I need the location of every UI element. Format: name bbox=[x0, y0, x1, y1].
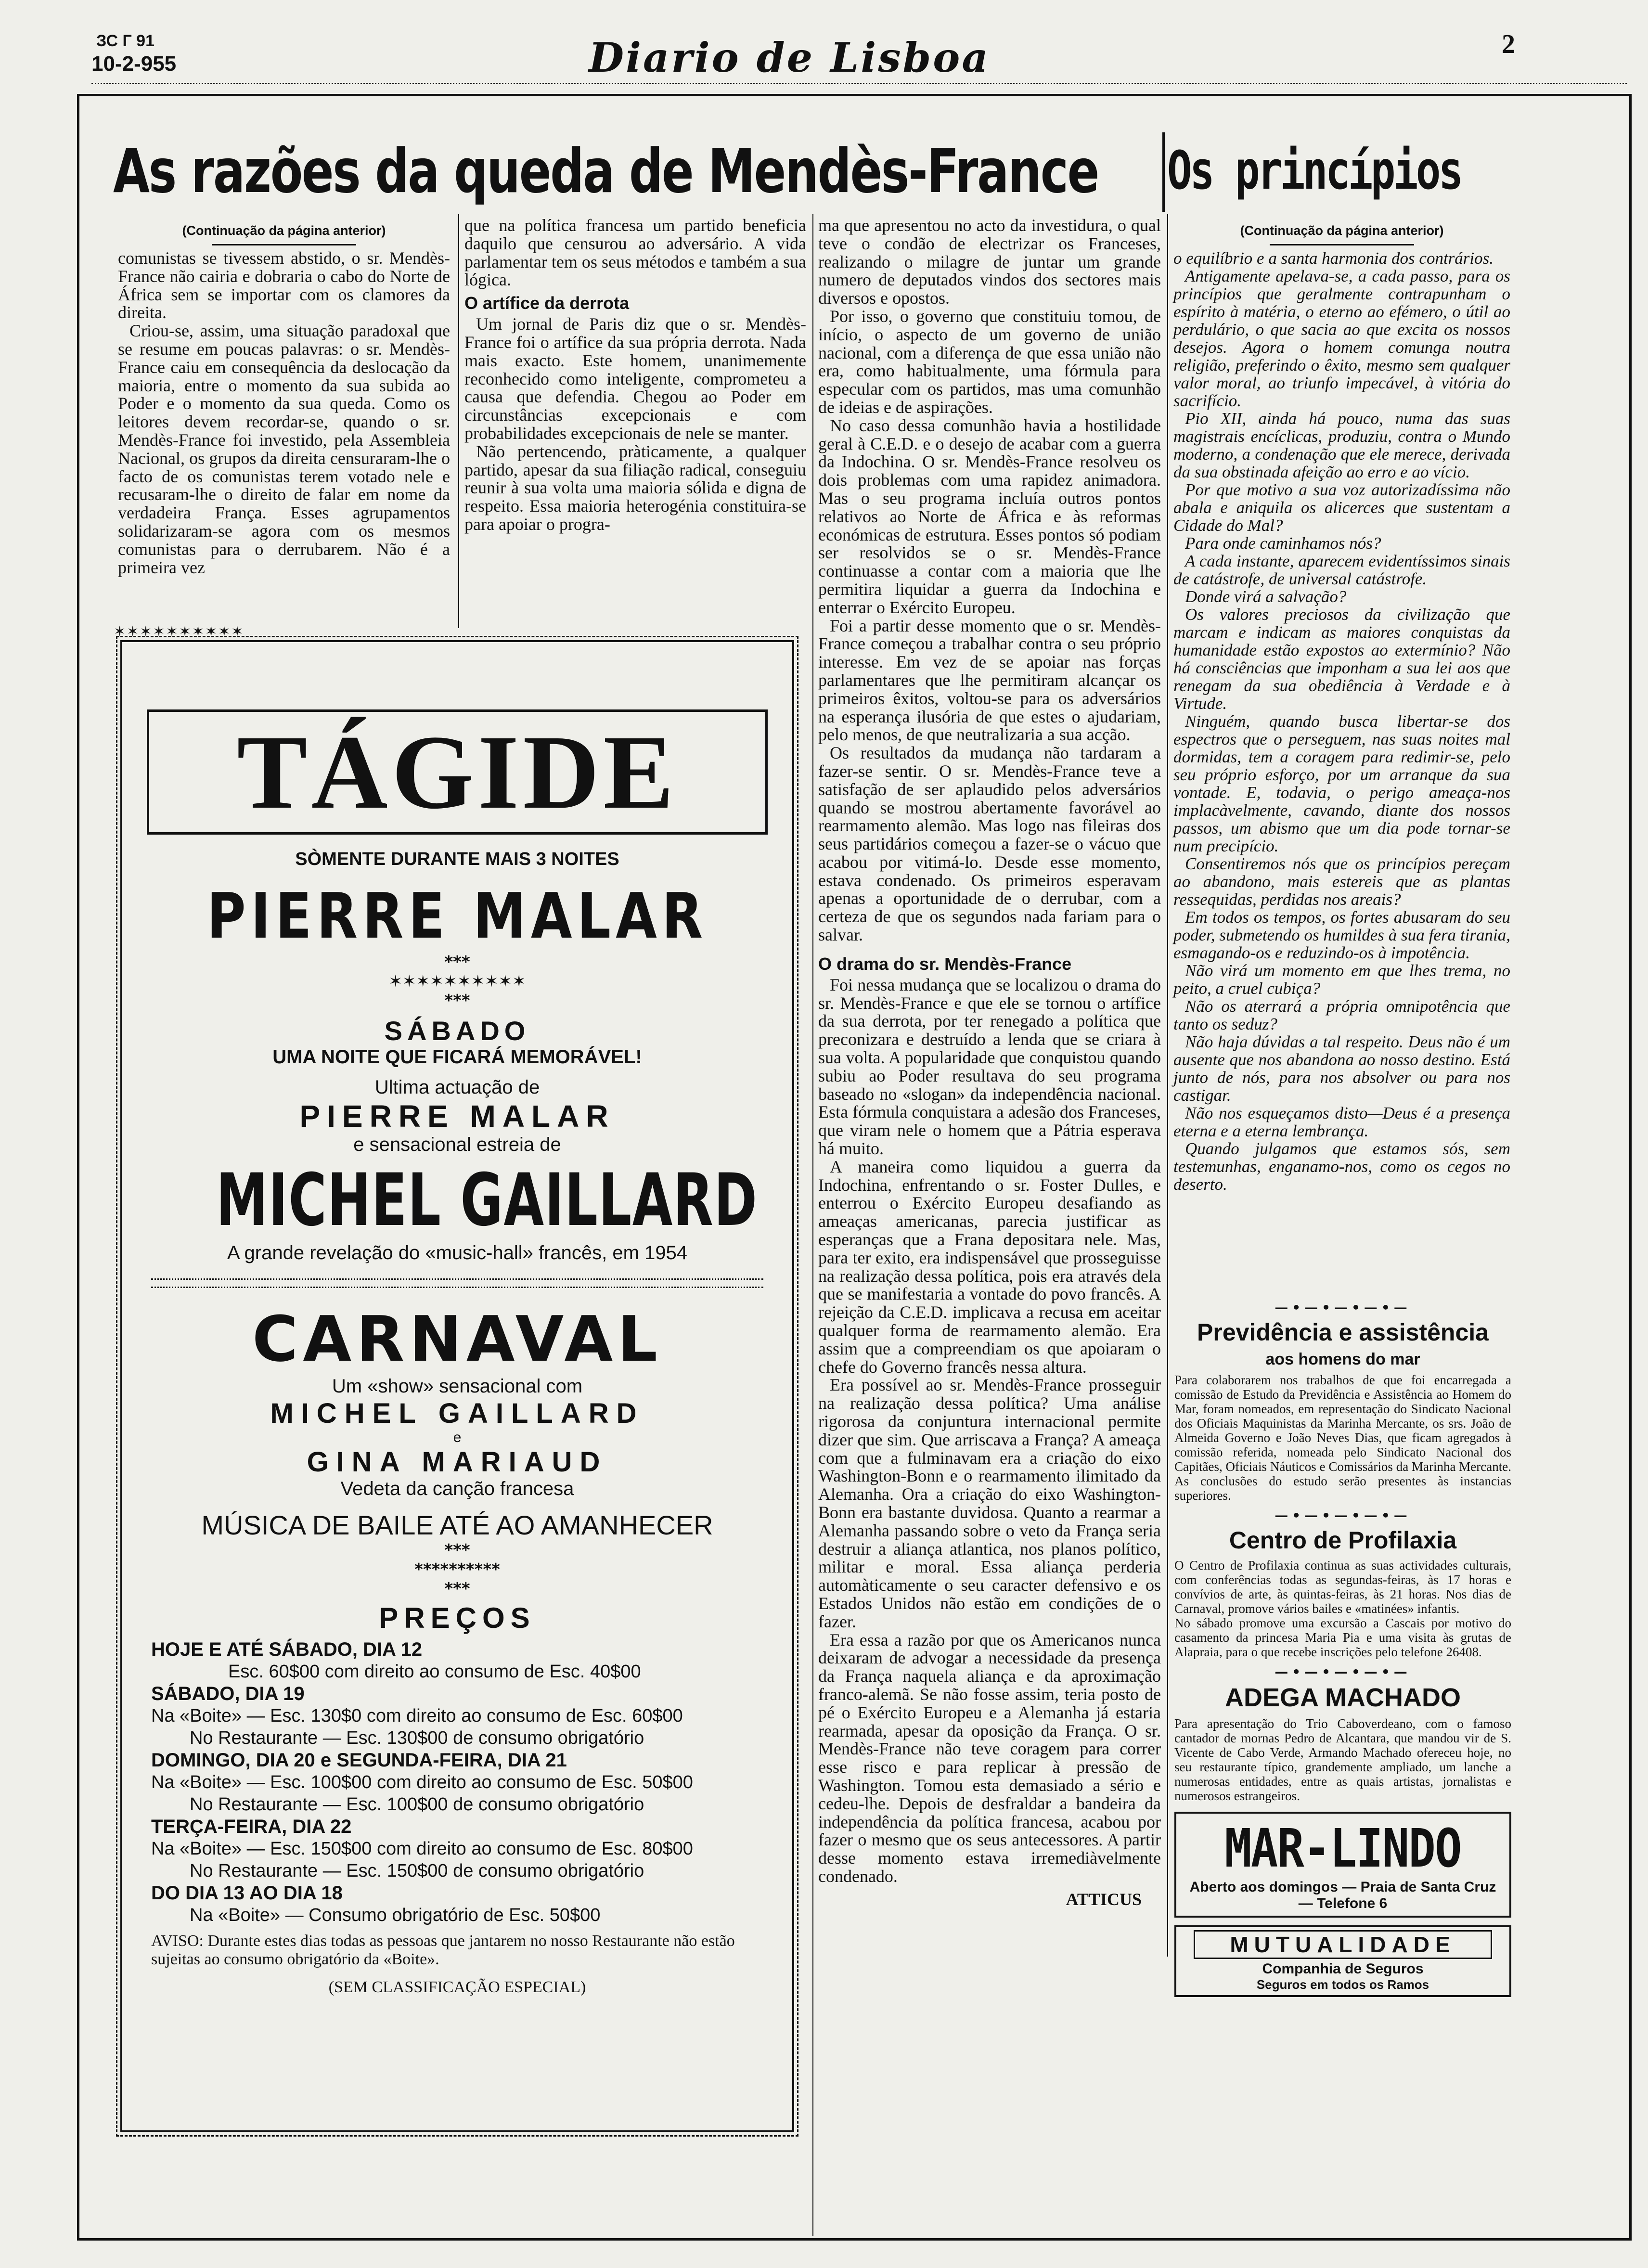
tagide-advertisement bbox=[120, 640, 794, 2132]
paragraph: Era essa a razão por que os Americanos nunca deixaram de advogar a necessidade da presença da França naquela aliança e da aproximação franco-alemã. Se não fosse assim, teria posto de pé o Exército Europeu e a Alemanha já estaria rearmada, apesar da oposição da França. O sr. Mendès-France não teve coragem para correr esse risco e para replicar à pressão de Washington. Tomou esta demasiado a sério e cedeu-lhe. Depois de desfraldar a bandeira da independência da política francesa, acabou por fazer o mesmo que os seus antecessores. A partir desse momento estava irremediàvelmente condenado. bbox=[818, 1630, 1161, 1886]
ornament-rule: —•—•—•—•— bbox=[1275, 1508, 1411, 1523]
paragraph: Foi nessa mudança que se localizou o drama do sr. Mendès-France e que ele se tornou o artífice da sua derrota, por ter renegado a política que preconizara e destruído a lenda que se criara à sua volta. A popularidade que conquistou quando subiu ao Poder resultava do seu programa baseado no «slogan» da independência nacional. Esta fórmula conquistara a adesão dos Franceses, que viram nele o homem que a Pátria esperava há muito. bbox=[818, 975, 1161, 1159]
price-line: Esc. 60$00 com direito ao consumo de Esc. 40$00 bbox=[228, 1662, 641, 1682]
previdencia-block bbox=[1174, 1300, 1511, 1997]
ad-line: UMA NOITE QUE FICARÁ MEMORÁVEL! bbox=[272, 1046, 642, 1068]
ad-artist: PIERRE MALAR bbox=[299, 1099, 615, 1134]
paragraph: Um jornal de Paris diz que o sr. Mendès-France foi o artífice da sua própria derrota. Nada mais exacto. Este homem, unanimemente reconhecido como inteligente, comprometeu a causa que defendia. Chegou ao Poder em circunstâncias excepcionais e com probabilidades excepcionais de nele se manter. bbox=[464, 314, 806, 443]
paragraph: A maneira como liquidou a guerra da Indochina, enfrentando o sr. Foster Dulles, e enterrou o Exército Europeu desafiando as ameaças americanas, parecia justificar as esperanças que a Frana depositara nele. Mas, para ter exito, era indispensável que prosseguisse na realização dessa política, pois era através dela que se manifestaria a vontade do povo francês. A rejeição da C.E.D. implicava a recusa em aceitar qualquer forma de rearmamento alemão. Era assim que a compreendiam os que apoiaram o chefe do Governo francês nessa altura. bbox=[818, 1157, 1161, 1377]
newspaper-title: Diario de Lisboa bbox=[589, 34, 990, 81]
ornament-rule: —•—•—•—•— bbox=[1275, 1664, 1411, 1680]
ad-carnaval: CARNAVAL bbox=[252, 1302, 662, 1376]
mutualidade-box bbox=[1174, 1925, 1511, 1997]
profilaxia-text: O Centro de Profilaxia continua as suas actividades culturais, com conferências todas as segundas-feiras, às 17 horas e convívios de arte, às quintas-feiras, às 21 horas. Nos dias de Carnaval, promove vários bailes e «matinées» infantis. bbox=[1174, 1558, 1511, 1616]
tagide-logo: TÁGIDE bbox=[147, 709, 768, 835]
issue-date: 10-2-955 bbox=[91, 52, 177, 76]
paragraph: Não nos esqueçamos disto—Deus é a presença eterna e a eterna lembrança. bbox=[1173, 1104, 1510, 1140]
mutualidade-line: Companhia de Seguros bbox=[1262, 1961, 1424, 1977]
paragraph: No caso dessa comunhão havia a hostilidade geral à C.E.D. e o desejo de acabar com a guerra da Indochina. O sr. Mendès-France resolveu os dois problemas com uma rapidez animadora. Mas o seu programa incluía outros pontos relativos ao Norte de África e às reformas económicas de estrutura. Esses pontos só podiam ser resolvidos se o sr. Mendès-France continuasse a contar com a maioria que lhe permitira liquidar a guerra da Indochina e enterrar o Exército Europeu. bbox=[818, 415, 1161, 617]
principios-column bbox=[1173, 217, 1510, 1193]
price-line: Na «Boite» — Esc. 150$00 com direito ao consumo de Esc. 80$00 bbox=[151, 1839, 693, 1859]
paragraph: Não haja dúvidas a tal respeito. Deus não é um ausente que nos abandona ao nosso destino. Está junto de nós, para nos absolver ou para nos castigar. bbox=[1173, 1032, 1510, 1105]
continuation-note: (Continuação da página anterior) bbox=[182, 223, 386, 238]
column-rule bbox=[1167, 214, 1168, 1957]
page-number: 2 bbox=[1502, 29, 1515, 59]
ornament-rule: —•—•—•—•— bbox=[1275, 1300, 1411, 1315]
adega-text: Para apresentação do Trio Caboverdeano, com o famoso cantador de mornas Pedro de Alcantara, que mandou vir de S. Vicente de Cabo Verde, Armando Machado ofereceu hoje, no seu restaurante típico, grandemente ampliado, um lanche a numerosas entidades, entre as quais artistas, jornalistas e numerosos estrangeiros. bbox=[1174, 1716, 1511, 1803]
paragraph: Por isso, o governo que constituiu tomou, de início, o aspecto de um governo de união nacional, com a diferença de que essa união não era, como habitualmente, uma fórmula para especular com os partidos, mas uma comunhão de ideias e de aspirações. bbox=[818, 306, 1161, 417]
ad-precos: PREÇOS bbox=[379, 1602, 536, 1634]
ad-line: A grande revelação do «music-hall» francês, em 1954 bbox=[227, 1242, 688, 1263]
continuation-note: (Continuação da página anterior) bbox=[1240, 223, 1444, 238]
paragraph: o equilíbrio e a santa harmonia dos contrários. bbox=[1173, 249, 1494, 268]
column-rule bbox=[812, 214, 813, 2236]
ad-line: e sensacional estreia de bbox=[353, 1134, 561, 1155]
paragraph: Por que motivo a sua voz autorizadíssima não abala e aniquila os alicerces que sustentam a Cidade do Mal? bbox=[1173, 480, 1510, 535]
article-column-2 bbox=[464, 217, 806, 534]
headline-divider bbox=[1162, 132, 1165, 212]
paragraph: Em todos os tempos, os fortes abusaram do seu poder, submetendo os humildes à sua fera tirania, esmagando-os e reduzindo-os à impotência. bbox=[1173, 908, 1510, 962]
paragraph: Era possível ao sr. Mendès-France prosseguir na realização dessa política? Uma análise rigorosa da conjuntura internacional permite dizer que sim. Que arriscava a França? A ameaça com que a fulminavam era a criação do eixo Washington-Bonn e o rearmamento ilimitado da Alemanha. Ora a criação do eixo Washington-Bonn era bastante duvidosa. Quanto a rearmar a Alemanha passando sobre o veto da França seria destruir a aliança atlantica, nos planos político, militar e moral. Essa aliança perderia automàticamente o seu caracter defensivo e os Estados Unidos não estão em condições de o fazer. bbox=[818, 1375, 1161, 1631]
profilaxia-text: No sábado promove uma excursão a Cascais por motivo do casamento da princesa Maria Pia e uma visita às grutas de Alapraia, para o que recebe inscrições pelo telefone 26408. bbox=[1174, 1616, 1511, 1659]
marlindo-box bbox=[1174, 1812, 1511, 1918]
paragraph: Ninguém, quando busca libertar-se dos espectros que o perseguem, nas suas noites mal dormidas, tem a coragem para redimir-se, pelo seu próprio esforço, por um arranque da sua vontade. E, todavia, o perigo ameaça-nos implacàvelmente, cavando, diante dos nossos passos, um abismo que um dia pode tornar-se num precipício. bbox=[1173, 712, 1510, 855]
ad-line: SÒMENTE DURANTE MAIS 3 NOITES bbox=[295, 849, 619, 869]
ad-stars: *** bbox=[444, 991, 470, 1010]
ad-artist: MICHEL GAILLARD bbox=[216, 1159, 758, 1242]
paragraph: ma que apresentou no acto da investidura, o qual teve o condão de electrizar os Franceses, realizando o milagre de juntar um grande numero de deputados vindos dos sectores mais diversos e opostos. bbox=[818, 216, 1161, 308]
price-heading: DO DIA 13 AO DIA 18 bbox=[151, 1882, 343, 1904]
masthead-rule bbox=[91, 83, 1627, 84]
article-column-1 bbox=[118, 217, 450, 577]
ad-line: e bbox=[453, 1430, 462, 1445]
signature: ATTICUS bbox=[1066, 1889, 1142, 1909]
ad-divider bbox=[151, 1278, 763, 1288]
ad-artist: PIERRE MALAR bbox=[206, 879, 708, 953]
paragraph: Não virá um momento em que lhes trema, no peito, a cruel cubiça? bbox=[1173, 961, 1510, 998]
ad-line: SÁBADO bbox=[384, 1016, 530, 1046]
subheading: O artífice da derrota bbox=[464, 293, 630, 313]
price-line: No Restaurante — Esc. 100$00 de consumo obrigatório bbox=[190, 1794, 644, 1815]
issue-code: ЗС Г 91 bbox=[96, 32, 154, 50]
price-line: No Restaurante — Esc. 130$00 de consumo obrigatório bbox=[190, 1728, 644, 1748]
ad-stars: ********** bbox=[414, 1560, 500, 1579]
price-heading: SÁBADO, DIA 19 bbox=[151, 1683, 305, 1704]
paragraph: Foi a partir desse momento que o sr. Mendès-France começou a trabalhar contra o seu próprio interesse. Em vez de se apoiar nas forças parlamentares que lhe permitiram alcançar os primeiros êxitos, voltou-se para os adversários na esperança ilusória de que estes o ajudariam, pelo menos, de que neutralizaria a sua acção. bbox=[818, 616, 1161, 745]
mutualidade-title: MUTUALIDADE bbox=[1194, 1930, 1492, 1959]
main-headline: As razões da queda de Mendès-France bbox=[113, 136, 1098, 206]
ad-artist: GINA MARIAUD bbox=[307, 1446, 608, 1478]
marlindo-title: MAR-LINDO bbox=[1224, 1817, 1461, 1879]
ad-line: Vedeta da canção francesa bbox=[340, 1478, 574, 1499]
ad-stars: *** bbox=[444, 1579, 470, 1598]
paragraph: Não pertencendo, pràticamente, a qualquer partido, apesar da sua filiação radical, conseguiu reunir à sua volta uma maioria sólida e digna de respeito. Essa maioria heterogénia constituira-se para apoiar o progra- bbox=[464, 441, 806, 534]
paragraph: Consentiremos nós que os princípios pereçam ao abandono, mais estereis que as plantas ressequidas, perdidas nos areais? bbox=[1173, 854, 1510, 909]
ad-stars: *** bbox=[444, 1541, 470, 1560]
paragraph: Quando julgamos que estamos sós, sem testemunhas, enganamo-nos, como os cegos no deserto. bbox=[1173, 1139, 1510, 1194]
ad-line: MÚSICA DE BAILE ATÉ AO AMANHECER bbox=[201, 1510, 713, 1540]
ad-aviso: AVISO: Durante estes dias todas as pessoas que jantarem no nosso Restaurante não estão sujeitas ao consumo obrigatório da «Boite». bbox=[151, 1932, 735, 1968]
ad-artist: MICHEL GAILLARD bbox=[270, 1398, 644, 1429]
previdencia-title: Previdência e assistência bbox=[1197, 1319, 1489, 1346]
adega-title: ADEGA MACHADO bbox=[1225, 1683, 1461, 1712]
subheading: O drama do sr. Mendès-France bbox=[818, 954, 1072, 974]
ad-classificacao: (SEM CLASSIFICAÇÃO ESPECIAL) bbox=[328, 1978, 586, 1996]
divider bbox=[212, 244, 356, 245]
ad-stars: ✶✶✶✶✶✶✶✶✶✶ bbox=[388, 972, 526, 991]
price-heading: DOMINGO, DIA 20 e SEGUNDA-FEIRA, DIA 21 bbox=[151, 1750, 567, 1771]
paragraph: Para onde caminhamos nós? bbox=[1185, 534, 1381, 553]
ad-stars: *** bbox=[444, 953, 470, 972]
price-line: Na «Boite» — Esc. 130$0 com direito ao consumo de Esc. 60$00 bbox=[151, 1706, 683, 1726]
price-line: Na «Boite» — Esc. 100$00 com direito ao consumo de Esc. 50$00 bbox=[151, 1772, 693, 1792]
paragraph: Criou-se, assim, uma situação paradoxal que se resume em poucas palavras: o sr. Mendès-France caiu em consequência da deslocação da maioria, entre o momento da sua subida ao Poder e o momento da sua queda. Como os leitores devem recordar-se, quando o sr. Mendès-France foi investido, pela Assembleia Nacional, os grupos da direita censuraram-lhe o facto de os comunistas terem votado nele e recusaram-lhe o direito de falar em nome da verdadeira França. Esses agrupamentos solidarizaram-se agora com os mesmos comunistas para o derrubarem. Não é a primeira vez bbox=[118, 321, 450, 577]
ad-prices bbox=[122, 1638, 792, 1926]
previdencia-text: Para colaborarem nos trabalhos de que foi encarregada a comissão de Estudo da Previdência e Assistência ao Homem do Mar, foram nomeados, em representação do Sindicato Nacional dos Oficiais Maquinistas da Marinha Mercante, os srs. João de Almeida Governo e João Neves Dias, que ficam agregados à comissão referida, nomeada pelo Sindicato Nacional dos Capitães, Oficiais Náuticos e Comissários da Marinha Mercante. As conclusões do estudo serão presentes às instancias superiores. bbox=[1174, 1373, 1511, 1503]
paragraph: Não os aterrará a própria omnipotência que tanto os seduz? bbox=[1173, 997, 1510, 1033]
column-rule bbox=[458, 214, 459, 628]
price-line: No Restaurante — Esc. 150$00 de consumo obrigatório bbox=[190, 1861, 644, 1881]
ad-line: Um «show» sensacional com bbox=[332, 1376, 583, 1397]
paragraph: Antigamente apelava-se, a cada passo, para os princípios que geralmente contrapunham o espírito à matéria, o eterno ao efémero, o útil ao perdulário, o que sacia ao que excita os nossos desejos. Agora o homem comunga noutra religião, preferindo o êxito, mesmo sem qualquer valor moral, ao triunfo impecável, à vitória do sacrifício. bbox=[1173, 267, 1510, 410]
previdencia-subtitle: aos homens do mar bbox=[1265, 1350, 1420, 1368]
ad-border-top: ✶✶✶✶✶✶✶✶✶✶ bbox=[114, 623, 245, 640]
paragraph: Os resultados da mudança não tardaram a fazer-se sentir. O sr. Mendès-France teve a satisfação de ser aplaudido pelos adversários quando se mostrou abertamente favorável ao rearmamento alemão. Mas logo nas fileiras dos seus partidários começou a fazer-se o vácuo que acabou por vitimá-lo. Desde esse momento, estava condenado. Os primeiros esperavam apenas a oportunidade de o derrubar, com a certeza de que os segundos nada fariam para o salvar. bbox=[818, 743, 1161, 945]
paragraph: comunistas se tivessem abstido, o sr. Mendès-France não cairia e dobraria o cabo do Norte de África sem se importar com os clamores da direita. bbox=[118, 248, 450, 322]
principios-headline: Os princípios bbox=[1167, 140, 1461, 201]
divider bbox=[1270, 244, 1414, 245]
article-column-3 bbox=[818, 217, 1161, 1909]
price-heading: HOJE E ATÉ SÁBADO, DIA 12 bbox=[151, 1639, 423, 1660]
paragraph: A cada instante, aparecem evidentíssimos sinais de catástrofe, de universal catástrofe. bbox=[1173, 552, 1510, 588]
marlindo-info: Aberto aos domingos — Praia de Santa Cruz — Telefone 6 bbox=[1189, 1879, 1496, 1911]
ad-line: Ultima actuação de bbox=[374, 1077, 540, 1098]
price-heading: TERÇA-FEIRA, DIA 22 bbox=[151, 1816, 352, 1837]
paragraph: Pio XII, ainda há pouco, numa das suas magistrais encíclicas, produziu, contra o Mundo moderno, a condenação que ele merece, derivada da sua obstinada afeição ao erro e ao vício. bbox=[1173, 409, 1510, 481]
mutualidade-line: Seguros em todos os Ramos bbox=[1256, 1977, 1429, 1992]
paragraph: que na política francesa um partido beneficia daquilo que censurou ao adversário. A vida parlamentar tem os seus métodos e também a sua lógica. bbox=[464, 216, 806, 290]
profilaxia-title: Centro de Profilaxia bbox=[1229, 1527, 1457, 1554]
paragraph: Os valores preciosos da civilização que marcam e indicam as maiores conquistas da humanidade estão expostos ao extermínio? Não há consciências que imponham a sua lei aos que renegam da sua obediência à Verdade e à Virtude. bbox=[1173, 605, 1510, 713]
price-line: Na «Boite» — Consumo obrigatório de Esc. 50$00 bbox=[190, 1905, 601, 1925]
paragraph: Donde virá a salvação? bbox=[1185, 587, 1347, 606]
